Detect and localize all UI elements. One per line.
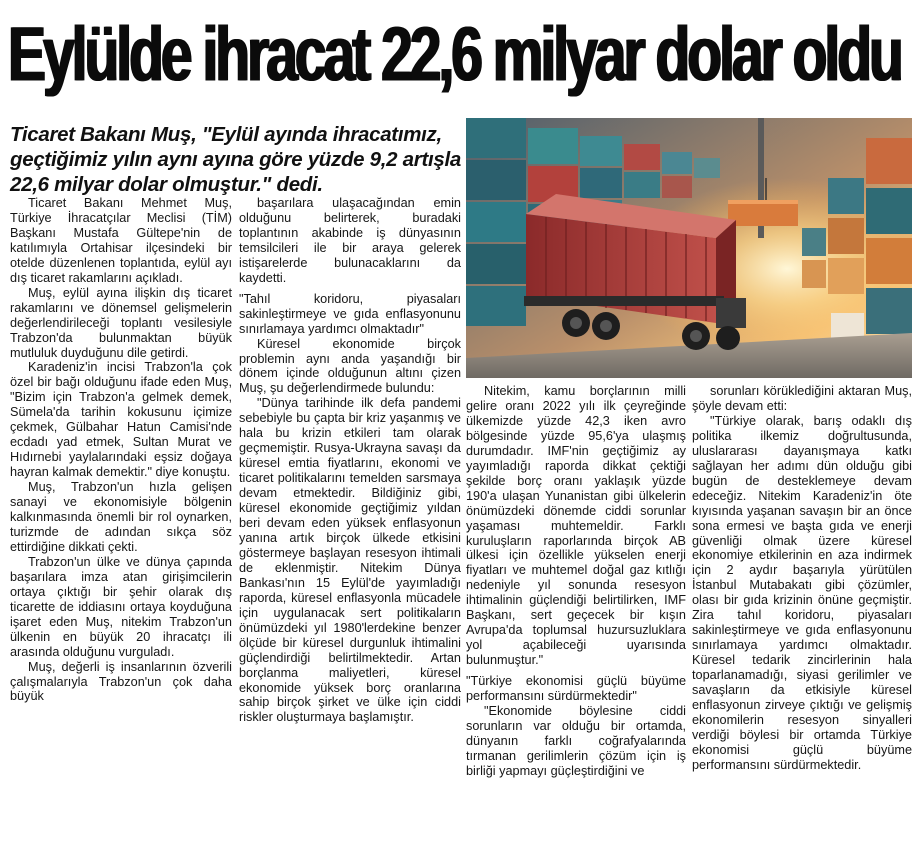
paragraph: Muş, Trabzon'un hızla gelişen sanayi ve ekonomisiyle bölgenin kalkınmasında önemli bir rol oynarken, turizmde de adından sıkça söz ettirdiğine dikkati çekti. — [10, 480, 232, 554]
article-column-4 — [692, 384, 912, 860]
section-subheading: "Türkiye ekonomisi güçlü büyüme performansını sürdürmektedir" — [466, 674, 686, 704]
article-column-3 — [466, 384, 686, 860]
paragraph: Trabzon'un ülke ve dünya çapında başarılara imza atan girişimcilerin ortaya çıktığı bir şehir olarak dış ticarette de iddiasını ortaya koyduğuna işaret eden Muş, nitekim Trabzon'un ülkenin en büyük 20 ihracatçı ili arasında olduğunu vurguladı. — [10, 554, 232, 659]
paragraph: Küresel ekonomide birçok problemin aynı anda yaşandığı bir dönem içinde olduğunun altını çizen Muş, şu değerlendirmede bulundu: — [239, 336, 461, 396]
paragraph: Muş, eylül ayına ilişkin dış ticaret rakamlarını ve dönemsel gelişmelerin değerlendirileceği toplantı vesilesiyle Trabzon'da bulunmaktan büyük mutluluk duyduğunu dile getirdi. — [10, 285, 232, 360]
section-subheading: "Tahıl koridoru, piyasaları sakinleştirmeye ve gıda enflasyonunu sınırlamaya yardımcı olmaktadır" — [239, 291, 461, 336]
article-column-1 — [10, 196, 232, 860]
lede-subheadline: Ticaret Bakanı Muş, "Eylül ayında ihracatımız, geçtiğimiz yılın aynı ayına göre yüzde 9,2 artışla 22,6 milyar dolar olmuştur." dedi. — [10, 123, 461, 196]
paragraph: "Ekonomide böylesine ciddi sorunların var olduğu bir ortamda, dünyanın farklı coğrafyalarında tırmanan gerilimlerin çözüm için iş birliği yapmayı güçleştirdiğini ve — [466, 704, 686, 778]
paragraph: Muş, değerli iş insanlarının özverili çalışmalarıyla Trabzon'un çok daha büyük — [10, 659, 232, 704]
article-column-2 — [239, 196, 461, 860]
headline: Eylülde ihracat 22,6 milyar dolar oldu — [8, 11, 901, 98]
container-truck-illustration — [466, 118, 912, 378]
paragraph: Nitekim, kamu borçlarının milli gelire oranı 2022 yılı ilk çeyreğinde ülkemizde yüzde 42,3 iken avro bölgesinde yüzde 95,6'ya ulaşmış durumdadır. IMF'nin geçtiğimiz ay yayımladığı raporda dikkat çektiği şekilde borç oranı yaklaşık yüzde 190'a ulaşan Yunanistan gibi ülkelerin önümüzdeki dönemde ciddi sorunlar yaşaması muhtemeldir. Farklı kuruluşların raporlarında birçok AB ülkesi için özellikle yükselen enerji fiyatları ve muhtemel doğal gaz kıtlığı nedeniyle yıl sonunda resesyon ihtimalinin güçlendiği belirtilirken, IMF Başkanı, sert geçecek bir kışın Avrupa'da toplumsal huzursuzluklara yol açabileceği uyarısında bulunmuştur." — [466, 384, 686, 668]
paragraph: "Türkiye olarak, barış odaklı dış politika ilkemiz doğrultusunda, uluslararası dayanışmaya katkı sağlayan her adımı dün olduğu gibi bugün de desteklemeye devam edeceğiz. Nitekim Karadeniz'in öte kıyısında yaşanan savaşın bir an önce sona ermesi ve başta gıda ve enerji güvenliği olmak üzere küresel ekonomiye etkilerinin en aza indirmek için 2 aydır başarıyla yürütülen İstanbul Mutabakatı gibi çözümler, olası bir gıda krizinin önüne geçmiştir. Zira tahıl koridoru, piyasaları sakinleştirmeye ve gıda enflasyonunu sınırlamaya yardımcı olmaktadır. Küresel tedarik zincirlerinin hala toparlanamadığı, siyasi gerilimler ve savaşların da etkisiyle küresel enflasyonun zirveye çıktığı ve gelişmiş ekonomilerin resesyon sinyalleri verdiği böylesi bir ortamda Türkiye ekonomisi güçlü büyüme performansını sürdürmektedir. — [692, 413, 912, 772]
paragraph: başarılara ulaşacağından emin olduğunu belirterek, buradaki toplantının akabinde iş dünyasının temsilcileri ile bir araya gelerek istişarelerde bulunacaklarını da kaydetti. — [239, 196, 461, 285]
article-photo — [466, 118, 912, 378]
paragraph: Ticaret Bakanı Mehmet Muş, Türkiye İhracatçılar Meclisi (TİM) Başkanı Mustafa Gültepe'nin de katılımıyla Ortahisar ilçesindeki bir otelde düzenlenen toplantıda, eylül ayı dış ticaret rakamlarını açıkladı. — [10, 196, 232, 285]
paragraph: Karadeniz'in incisi Trabzon'la çok özel bir bağı olduğunu ifade eden Muş, "Bizim için Trabzon'a gelmek demek, Sümela'da tarihin kokusunu içimize çekmek, Gülbahar Hatun Camisi'nde ecdadı yad etmek, Sultan Murat ve Hıdırnebi yaylalarındaki eşsiz doğaya hayran kalmak demektir." diye konuştu. — [10, 360, 232, 480]
paragraph: sorunları körüklediğini aktaran Muş, şöyle devam etti: — [692, 384, 912, 413]
paragraph: "Dünya tarihinde ilk defa pandemi sebebiyle bu çapta bir kriz yaşanmış ve hala bu krizin etkileri tam olarak geçmemiştir. Rusya-Ukrayna savaşı da küresel emtia fiyatlarını, ekonomi ve ticaret politikalarını temelden sarsmaya devam etmektedir. Bildiğiniz gibi, küresel ekonomide geçtiğimiz yıldan beri devam eden yüksek enflasyonun yanına artık birçok ülkede etkisini göstermeye başlayan resesyon ihtimali de eklenmiştir. Nitekim Dünya Bankası'nın 15 Eylül'de yayımladığı raporda, küresel enflasyonla mücadele için uygulanacak sert politikaların önümüzdeki yıl 1980'lerdekine benzer ölçüde bir küresel durgunluk ihtimalini güçlendirdiği belirtilmektedir. Artan borçlanma maliyetleri, küresel ekonomide yüksek borç oranlarına sahip birçok şirket ve ülke için ciddi riskler oluşturmaya başlamıştır. — [239, 396, 461, 725]
